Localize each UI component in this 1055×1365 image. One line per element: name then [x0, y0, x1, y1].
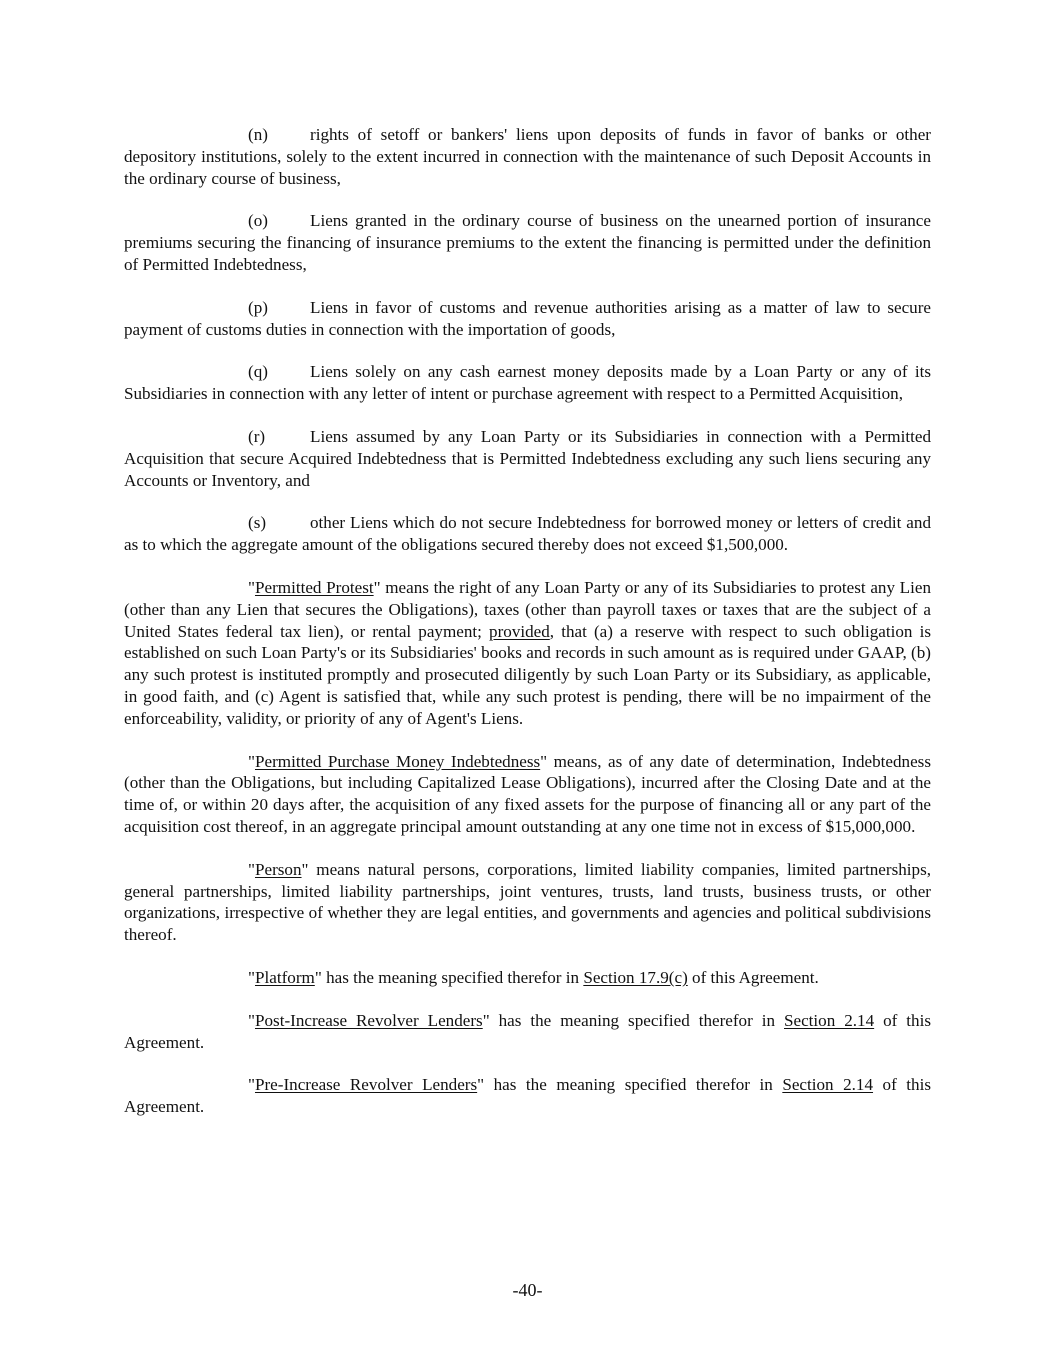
clause-label: (p) [248, 297, 268, 317]
open-quote: " [248, 1075, 255, 1095]
clause-text: other Liens which do not secure Indebtedness for borrowed money or letters of credit and as to which the aggregate amount of the obligations secured thereby does not exceed $1,500,000. [124, 513, 931, 555]
clause-o [124, 210, 931, 275]
definition-text: of this Agreement. [124, 1010, 932, 1052]
definition-text: " means the right of any Loan Party or any of its Subsidiaries to protest any Lien (other than any Lien that secures the Obligations), taxes (other than payroll taxes or taxes that are the subject of a United States federal tax lien), or rental payment; [124, 577, 931, 641]
open-quote: " [248, 577, 255, 597]
defined-term: Permitted Protest [254, 577, 374, 597]
clause-r [124, 426, 931, 491]
definition-permitted-purchase-money [124, 751, 931, 838]
definition-text: " means, as of any date of determination, Indebtedness (other than the Obligations, but including Capitalized Lease Obligations), incurred after the Closing Date and at the time of, or within 20 days after, the acquisition of any fixed assets for the purpose of financing all or any part of the acquisition cost thereof, in an aggregate principal amount outstanding at any one time not in excess of $15,000,000. [124, 751, 931, 836]
definition-text: " has the meaning specified therefor in [314, 967, 584, 987]
clause-s [124, 512, 931, 556]
clause-label: (q) [248, 362, 268, 382]
clause-p [124, 297, 931, 341]
definition-text: , that (a) a reserve with respect to such obligation is established on such Loan Party's or its Subsidiaries' books and records in such amount as is required under GAAP, (b) any such protest is instituted promptly and prosecuted diligently by such Loan Party or its Subsidiary, as applicable, in good faith, and (c) Agent is satisfied that, while any such protest is pending, there will be no impairment of the enforceability, validity, or priority of any of Agent's Liens. [124, 621, 931, 728]
clause-label: (s) [248, 513, 267, 533]
defined-term: Pre-Increase Revolver Lenders [254, 1075, 478, 1095]
definition-text: of this Agreement. [124, 1075, 931, 1117]
section-reference: Section 17.9(c) [583, 967, 688, 987]
clause-label: (r) [248, 426, 266, 446]
clause-text: Liens granted in the ordinary course of business on the unearned portion of insurance premiums securing the financing of insurance premiums to the extent the financing is permitted under the definition of Permitted Indebtedness, [124, 211, 931, 274]
clause-q [124, 361, 931, 405]
defined-term: Permitted Purchase Money Indebtedness [254, 751, 541, 771]
section-reference: Section 2.14 [784, 1010, 875, 1030]
clause-text: Liens assumed by any Loan Party or its Subsidiaries in connection with a Permitted Acquisition that secure Acquired Indebtedness that is Permitted Indebtedness excluding any such liens securing any Accounts or Inventory, and [124, 426, 931, 490]
defined-term: Person [254, 859, 302, 879]
clause-label: (n) [248, 125, 268, 144]
definition-person [124, 859, 931, 946]
open-quote: " [248, 751, 255, 771]
definition-text: " means natural persons, corporations, limited liability companies, limited partnerships, general partnerships, limited liability partnerships, joint ventures, trusts, land trusts, business trusts, or other organizations, irrespective of whether they are legal entities, and governments and agencies and political subdivisions thereof. [124, 859, 931, 945]
section-reference: Section 2.14 [782, 1075, 874, 1095]
page-number: -40- [512, 1280, 543, 1300]
definition-text: " has the meaning specified therefor in [482, 1010, 784, 1030]
open-quote: " [248, 1010, 255, 1030]
clause-text: Liens in favor of customs and revenue authorities arising as a matter of law to secure payment of customs duties in connection with the importation of goods, [124, 297, 931, 339]
clause-text: rights of setoff or bankers' liens upon deposits of funds in favor of banks or other depository institutions, solely to the extent incurred in connection with the maintenance of such Deposit Accounts in the ordinary course of business, [124, 125, 931, 188]
definition-text: of this Agreement. [687, 967, 819, 987]
defined-term: Post-Increase Revolver Lenders [254, 1010, 483, 1030]
clause-text: Liens solely on any cash earnest money deposits made by a Loan Party or any of its Subsidiaries in connection with any letter of intent or purchase agreement with respect to a Permitted Acquisition, [124, 362, 931, 404]
clause-n [124, 124, 931, 189]
definition-post-increase-revolver-lenders [124, 1010, 931, 1054]
provided-emphasis: provided [489, 621, 550, 641]
definition-pre-increase-revolver-lenders [124, 1074, 931, 1118]
definition-text: " has the meaning specified therefor in [477, 1075, 783, 1095]
open-quote: " [248, 859, 255, 879]
document-page [124, 124, 931, 1139]
definition-permitted-protest [124, 577, 931, 730]
definition-platform [124, 967, 931, 989]
defined-term: Platform [254, 967, 315, 987]
clause-label: (o) [248, 211, 268, 231]
open-quote: " [248, 967, 255, 987]
